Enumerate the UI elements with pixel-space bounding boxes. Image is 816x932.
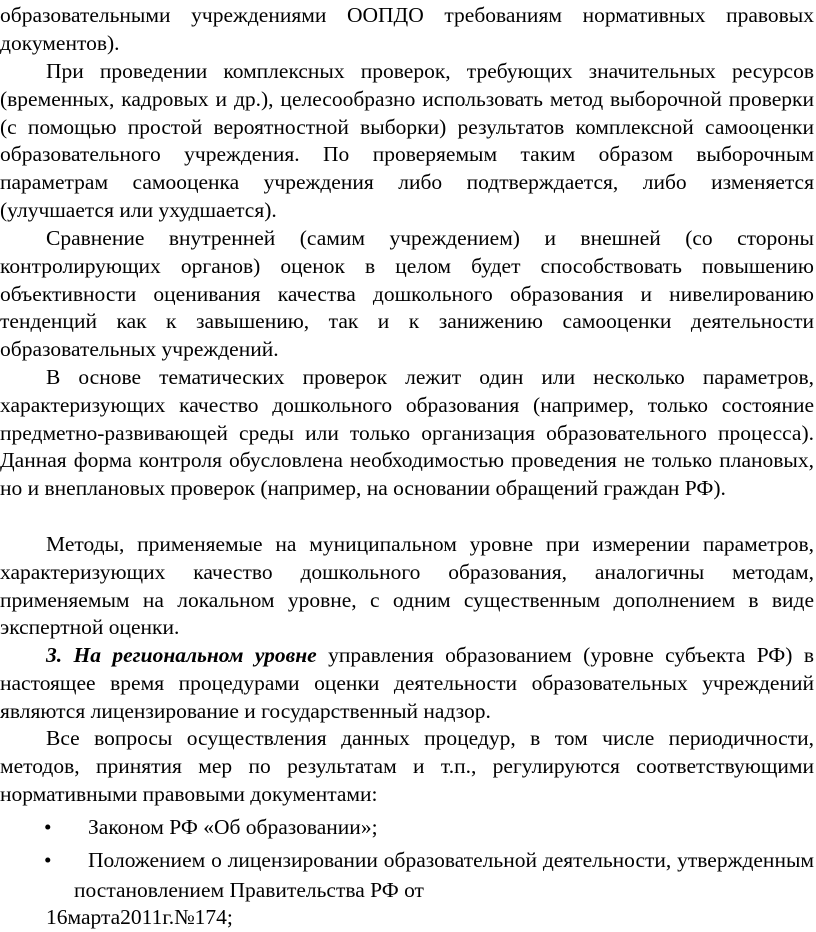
- paragraph-procedures-text: Все вопросы осуществления данных процедур, в том числе периодичности, методов, принятия мер по результатам и т.п., регулируются соответствующими нормативными правовыми документами:: [0, 726, 814, 806]
- bullet-marker: •: [44, 848, 52, 872]
- bullet-list-item: [0, 813, 814, 843]
- paragraph-municipal-methods: [0, 531, 814, 642]
- paragraph-regional-level-text: управления образованием (уровне субъекта РФ) в настоящее время процедурами оценки деятельности образовательных учреждений являются лицензирование и государственный надзор.: [0, 643, 814, 723]
- bullet-item-text: Положением о лицензировании образовательной деятельности, утвержденным постановлением Правительства РФ от: [74, 848, 814, 902]
- paragraph-procedures: [0, 725, 814, 808]
- paragraph-comparison-text: Сравнение внутренней (самим учреждением) и внешней (со стороны контролирующих органов) оценок в целом будет способствовать повышению объективности оценивания качества дошкольного образования и нивелированию тенденций как к завышению, так и к занижению самооценки деятельности образовательных учреждений.: [0, 226, 814, 362]
- paragraph-comparison: [0, 225, 814, 364]
- paragraph-municipal-methods-text: Методы, применяемые на муниципальном уровне при измерении параметров, характеризующих качество дошкольного образования, аналогичны методам, применяемым на локальном уровне, с одним существенным дополнением в виде экспертной оценки.: [0, 532, 814, 640]
- bullet-item-text: Законом РФ «Об образовании»;: [88, 815, 378, 839]
- paragraph-continuation-text: образовательными учреждениями ООПДО требованиям нормативных правовых документов).: [0, 3, 814, 55]
- bullet-list-item: [0, 846, 814, 905]
- date-line-text: 16марта2011г.№174;: [46, 905, 233, 929]
- regional-level-heading: 3. На региональном уровне: [46, 643, 317, 667]
- paragraph-continuation: [0, 2, 814, 58]
- paragraph-thematic-checks: [0, 364, 814, 503]
- paragraph-comprehensive-checks: [0, 58, 814, 225]
- bullet-marker: •: [44, 815, 52, 839]
- paragraph-regional-level: [0, 642, 814, 725]
- paragraph-comprehensive-checks-text: При проведении комплексных проверок, требующих значительных ресурсов (временных, кадровых и др.), целесообразно использовать метод выборочной проверки (с помощью простой вероятностной выборки) результатов комплексной самооценки образовательного учреждения. По проверяемым таким образом выборочным параметрам самооценка учреждения либо подтверждается, либо изменяется (улучшается или ухудшается).: [0, 59, 814, 222]
- date-line: [46, 904, 233, 932]
- paragraph-thematic-checks-text: В основе тематических проверок лежит один или несколько параметров, характеризующих качество дошкольного образования (например, только состояние предметно-развивающей среды или только организация образовательного процесса). Данная форма контроля обусловлена необходимостью проведения не только плановых, но и внеплановых проверок (например, на основании обращений граждан РФ).: [0, 365, 814, 501]
